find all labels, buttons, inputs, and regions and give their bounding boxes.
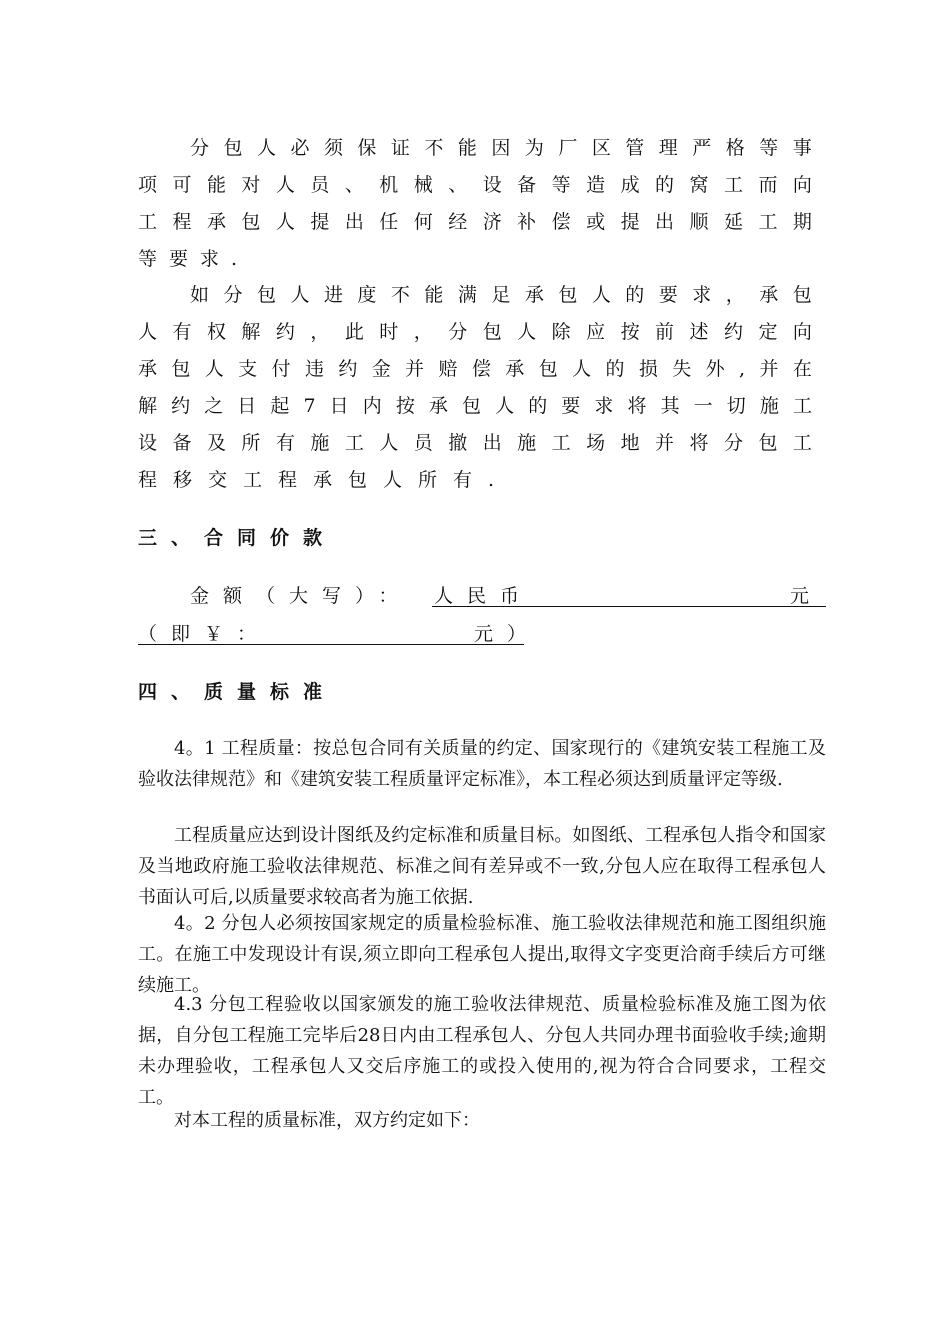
para1-line-1: 分 包 人 必 须 保 证 不 能 因 为 厂 区 管 理 严 格 等 事 xyxy=(190,137,812,159)
amount-unit: 元 xyxy=(790,585,810,607)
figure-unit: 元） xyxy=(474,623,541,645)
quality-paragraph-5: 对本工程的质量标准，双方约定如下： xyxy=(174,1110,480,1131)
para2-line-3: 承 包 人 支 付 违 约 金 并 赔 偿 承 包 人 的 损 失 外 , 并 在 xyxy=(138,358,812,380)
section3-heading: 三、合同价款 xyxy=(138,527,337,549)
para2-line-1: 如 分 包 人 进 度 不 能 满 足 承 包 人 的 要 求 ， 承 包 xyxy=(190,284,812,306)
quality-paragraph-2: 工程质量应达到设计图纸及约定标准和质量目标。如图纸、工程承包人指令和国家及当地政府施工验收法律规范、标准之间有差异或不一致,分包人应在取得工程承包人书面认可后,以质量要求较高者为施工依据. xyxy=(138,825,826,908)
quality-paragraph-3: 4。2 分包人必须按国家规定的质量检验标准、施工验收法律规范和施工图组织施工。在施工中发现设计有误,须立即向工程承包人提出,取得文字变更洽商手续后方可继续施工。 xyxy=(138,913,826,996)
amount-label: 金额（大写）： xyxy=(190,585,412,607)
amount-value: 人民币 xyxy=(434,585,534,607)
para2-line-5: 设 备 及 所 有 施 工 人 员 撤 出 施 工 场 地 并 将 分 包 工 xyxy=(138,432,812,454)
para1-line-2: 项 可 能 对 人 员 、 机 械 、 设 备 等 造 成 的 窝 工 而 向 xyxy=(138,174,812,196)
para1-line-3: 工 程 承 包 人 提 出 任 何 经 济 补 偿 或 提 出 顺 延 工 期 xyxy=(138,211,812,233)
figure-prefix: （即￥： xyxy=(138,623,271,645)
para2-line-2: 人 有 权 解 约 ， 此 时 ， 分 包 人 除 应 按 前 述 约 定 向 xyxy=(138,321,812,343)
quality-paragraph-1: 4。1 工程质量：按总包合同有关质量的约定、国家现行的《建筑安装工程施工及验收法律规范》和《建筑安装工程质量评定标准》，本工程必须达到质量评定等级. xyxy=(138,738,826,790)
para2-line-6: 程移交工程承包人所有. xyxy=(138,469,511,491)
para2-line-4: 解 约 之 日 起 7 日 内 按 承 包 人 的 要 求 将 其 一 切 施 工 xyxy=(138,395,812,417)
para1-line-4: 等要求. xyxy=(138,248,250,270)
section4-heading: 四、质量标准 xyxy=(138,681,337,703)
quality-paragraph-4: 4.3 分包工程验收以国家颁发的施工验收法律规范、质量检验标准及施工图为依据，自分包工程施工完毕后28日内由工程承包人、分包人共同办理书面验收手续;逾期未办理验收，工程承包人又交后序施工的或投入使用的,视为符合合同要求，工程交工。 xyxy=(138,994,826,1108)
